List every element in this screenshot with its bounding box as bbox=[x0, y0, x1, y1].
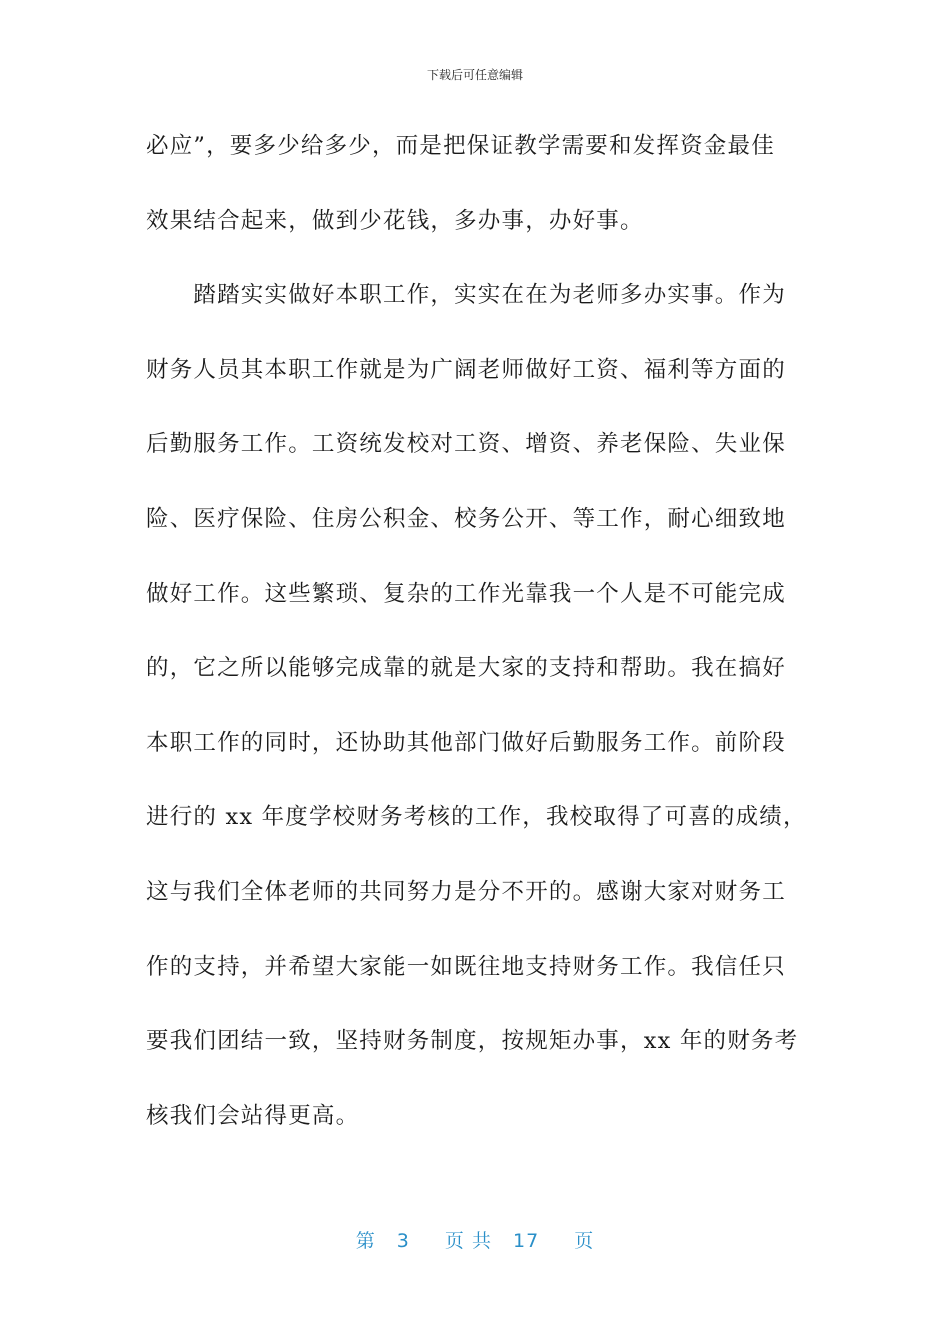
text-line: 的，它之所以能够完成靠的就是大家的支持和帮助。我在搞好 bbox=[146, 655, 786, 682]
text-line: 做好工作。这些繁琐、复杂的工作光靠我一个人是不可能完成 bbox=[146, 580, 786, 607]
text-line: 这与我们全体老师的共同努力是分不开的。感谢大家对财务工 bbox=[146, 878, 786, 905]
text-line: 作的支持，并希望大家能一如既往地支持财务工作。我信任只 bbox=[146, 953, 786, 980]
total-page-count: 17 bbox=[513, 1230, 540, 1252]
text-line: 踏踏实实做好本职工作，实实在在为老师多办实事。作为 bbox=[146, 282, 786, 309]
text-line: 本职工作的同时，还协助其他部门做好后勤服务工作。前阶段 bbox=[146, 729, 786, 756]
text-line: 财务人员其本职工作就是为广阔老师做好工资、福利等方面的 bbox=[146, 356, 786, 383]
document-body bbox=[146, 124, 806, 1168]
current-page-number: 3 bbox=[396, 1230, 410, 1252]
text-line: 必应”，要多少给多少，而是把保证教学需要和发挥资金最佳 bbox=[146, 133, 775, 159]
text-line: 险、医疗保险、住房公积金、校务公开、等工作，耐心细致地 bbox=[146, 505, 786, 532]
page-header: 下载后可任意编辑 bbox=[426, 68, 523, 82]
footer-prefix: 第 bbox=[355, 1230, 376, 1252]
footer-middle: 页 共 bbox=[444, 1230, 492, 1252]
footer-suffix: 页 bbox=[574, 1230, 595, 1252]
text-line: 效果结合起来，做到少花钱，多办事，办好事。 bbox=[146, 207, 644, 234]
text-line: 要我们团结一致，坚持财务制度，按规矩办事，xx 年的财务考 bbox=[146, 1028, 799, 1055]
text-line: 后勤服务工作。工资统发校对工资、增资、养老保险、失业保 bbox=[146, 431, 786, 458]
text-line: 进行的 xx 年度学校财务考核的工作，我校取得了可喜的成绩， bbox=[146, 804, 807, 831]
page-footer bbox=[0, 1226, 950, 1253]
text-line: 核我们会站得更高。 bbox=[146, 1102, 360, 1129]
